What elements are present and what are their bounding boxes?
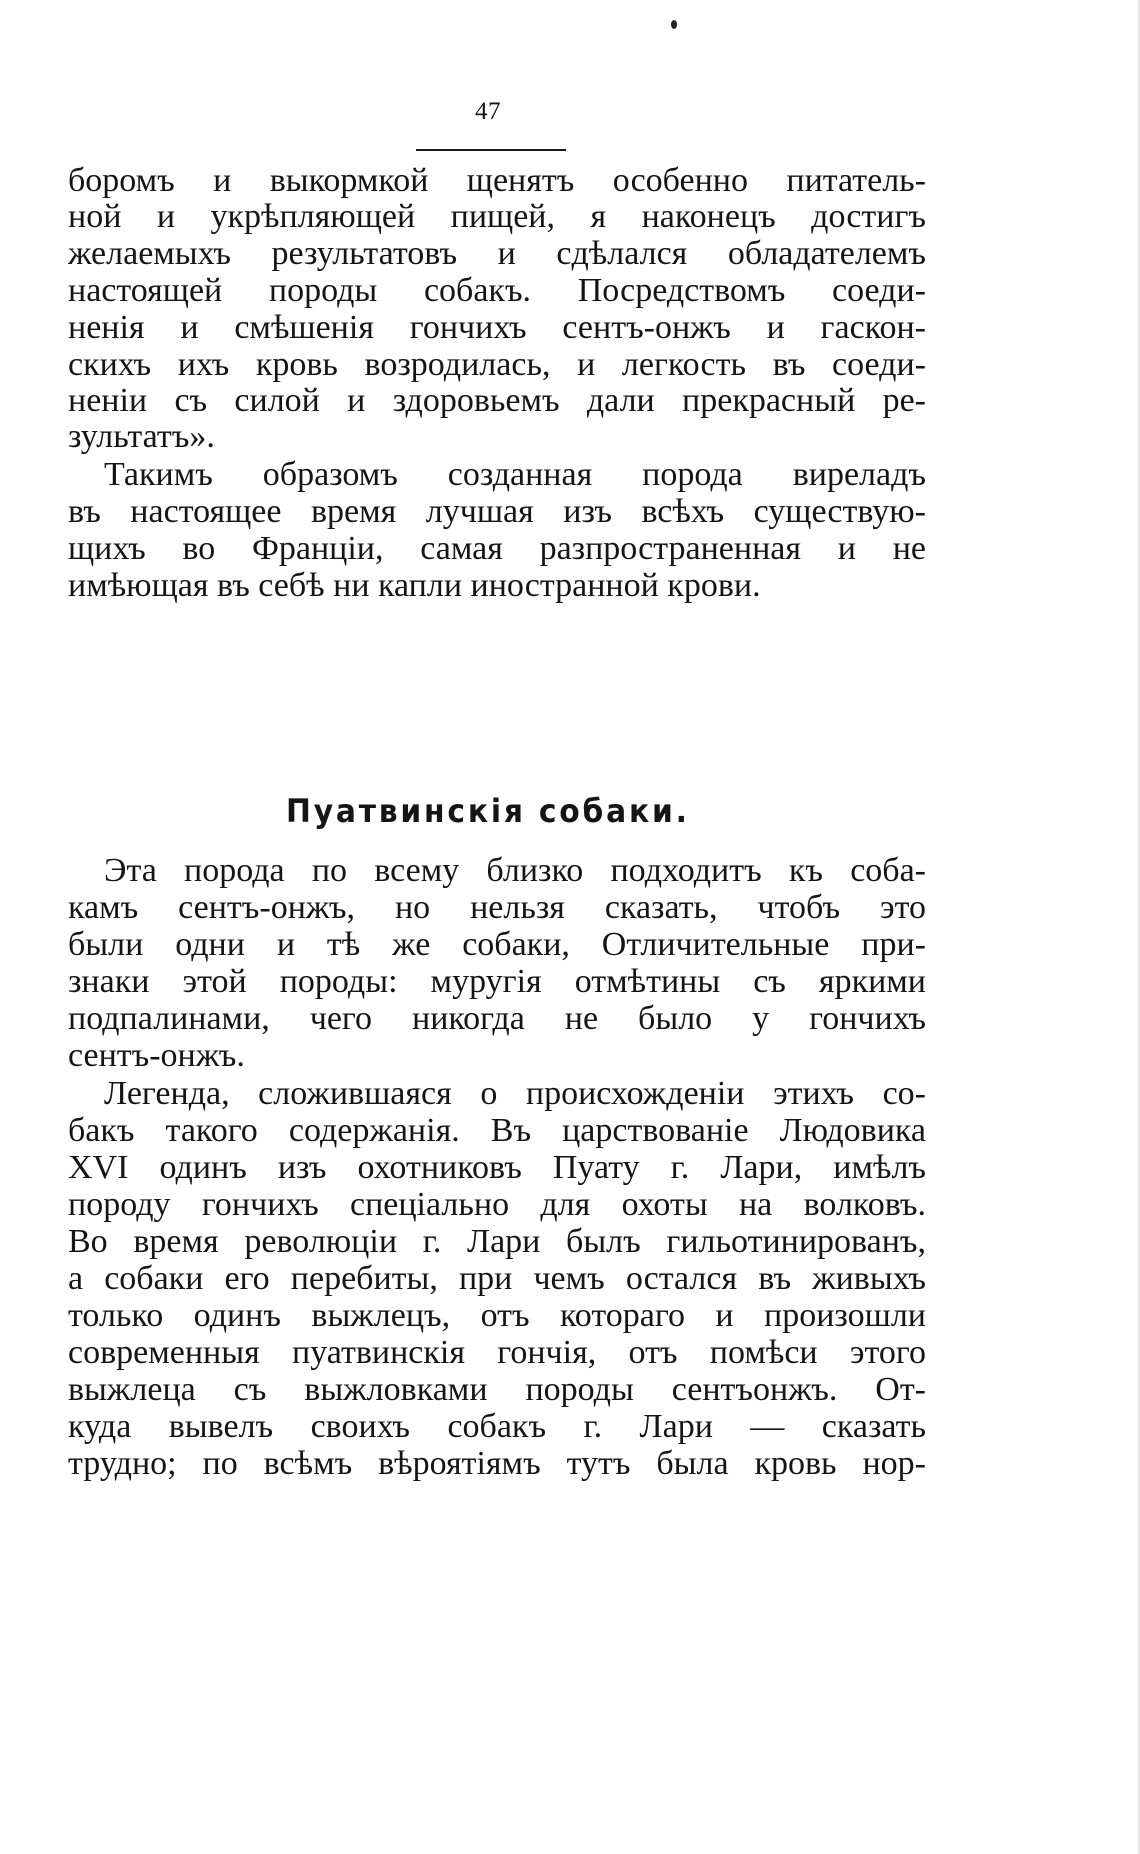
text-line: XVI одинъ изъ охотниковъ Пуату г. Лари, имѣлъ bbox=[68, 1149, 926, 1186]
section-heading: Пуатвинскія собаки. bbox=[286, 792, 690, 830]
text-line: подпалинами, чего никогда не было у гончихъ bbox=[68, 1000, 926, 1037]
text-line: скихъ ихъ кровь возродилась, и легкость въ соеди- bbox=[68, 346, 926, 383]
text-line: зультатъ». bbox=[68, 418, 215, 455]
text-line: породу гончихъ спеціально для охоты на волковъ. bbox=[68, 1186, 926, 1223]
text-line: неніи съ силой и здоровьемъ дали прекрасный ре- bbox=[68, 382, 926, 419]
text-line: трудно; по всѣмъ вѣроятіямъ тутъ была кровь нор- bbox=[68, 1445, 926, 1482]
text-line: бакъ такого содержанія. Въ царствованіе Людовика bbox=[68, 1112, 926, 1149]
page-number: 47 bbox=[475, 98, 501, 125]
text-line: имѣющая въ себѣ ни капли иностранной крови. bbox=[68, 567, 761, 604]
text-line: выжлеца съ выжловками породы сентъонжъ. От- bbox=[68, 1371, 926, 1408]
text-line: современныя пуатвинскія гончія, отъ помѣси этого bbox=[68, 1334, 926, 1371]
text-line: куда вывелъ своихъ собакъ г. Лари — сказать bbox=[68, 1408, 926, 1445]
text-line: знаки этой породы: муругія отмѣтины съ яркими bbox=[68, 963, 926, 1000]
text-line: сентъ-онжъ. bbox=[68, 1037, 245, 1074]
text-line: боромъ и выкормкой щенятъ особенно питатель- bbox=[68, 162, 926, 199]
text-line: Легенда, сложившаяся о происхожденіи этихъ со- bbox=[104, 1075, 926, 1112]
text-line: а собаки его перебиты, при чемъ остался въ живыхъ bbox=[68, 1260, 926, 1297]
text-line: Эта порода по всему близко подходитъ къ соба- bbox=[104, 852, 926, 889]
text-line: Во время революціи г. Лари былъ гильотинированъ, bbox=[68, 1223, 926, 1260]
text-line: только одинъ выжлецъ, отъ котораго и произошли bbox=[68, 1297, 926, 1334]
text-line: настоящей породы собакъ. Посредствомъ соеди- bbox=[68, 272, 926, 309]
scan-speck bbox=[671, 20, 677, 29]
text-line: были одни и тѣ же собаки, Отличительные при- bbox=[68, 926, 926, 963]
text-line: ненія и смѣшенія гончихъ сентъ-онжъ и гаскон- bbox=[68, 309, 926, 346]
page-number-rule bbox=[416, 149, 566, 151]
text-line: въ настоящее время лучшая изъ всѣхъ существую- bbox=[68, 493, 926, 530]
text-line: щихъ во Франціи, самая разпространенная и не bbox=[68, 530, 926, 567]
text-line: ной и укрѣпляющей пищей, я наконецъ достигъ bbox=[68, 198, 926, 235]
text-line: Такимъ образомъ созданная порода виреладъ bbox=[104, 456, 926, 493]
text-line: желаемыхъ результатовъ и сдѣлался обладателемъ bbox=[68, 235, 926, 272]
text-line: камъ сентъ-онжъ, но нельзя сказать, чтобъ это bbox=[68, 889, 926, 926]
